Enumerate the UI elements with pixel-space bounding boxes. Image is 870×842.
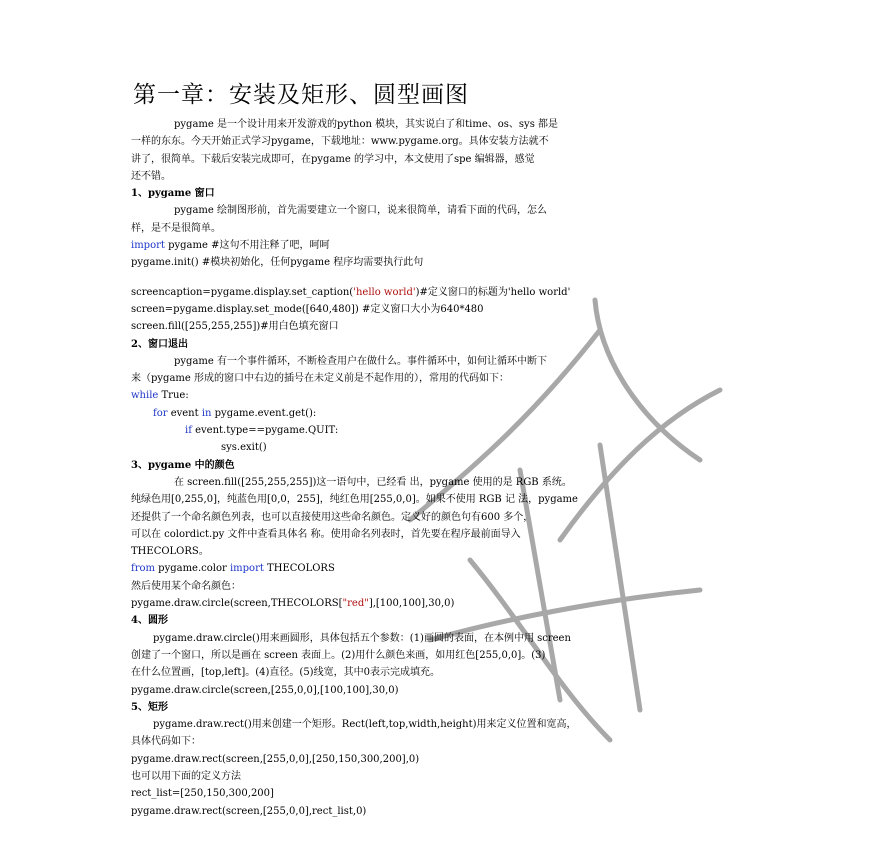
text-line: pygame.draw.circle()用来画圆形，具体包括五个参数：(1)画圆的表面，在本例中用 screen <box>153 632 571 644</box>
code-text: screencaption=pygame.display.set_caption( <box>131 286 354 298</box>
code-text: event.type==pygame.QUIT: <box>191 425 339 437</box>
text-line: 还不错。 <box>131 170 171 182</box>
text-line: pygame.draw.circle(screen,[255,0,0],[100,100],30,0) <box>131 684 399 696</box>
code-keyword: while <box>131 390 159 402</box>
text-line: 讲了，很简单。下载后安装完成即可，在pygame 的学习中，本文使用了spe 编辑器，感觉 <box>131 153 535 165</box>
text-line: screen=pygame.display.set_mode([640,480]) #定义窗口大小为640*480 <box>131 303 484 315</box>
text-line <box>131 237 743 254</box>
text-line <box>131 422 743 439</box>
code-text: pygame.draw.circle(screen,THECOLORS[ <box>131 598 343 610</box>
section-heading: 2、窗口退出 <box>131 338 188 350</box>
text-line: THECOLORS。 <box>131 546 209 558</box>
text-line: pygame 有一个事件循环，不断检查用户在做什么。事件循环中，如何让循环中断下 <box>174 355 547 367</box>
text-line: 具体代码如下： <box>131 736 201 748</box>
text-lines <box>131 116 743 820</box>
text-line: pygame 绘制图形前，首先需要建立一个窗口，说来很简单，请看下面的代码，怎么 <box>174 205 547 217</box>
text-line: 样，是不是很简单。 <box>131 222 221 234</box>
blank-line <box>131 272 743 284</box>
text-line: pygame.init() #模块初始化，任何pygame 程序均需要执行此句 <box>131 257 424 269</box>
text-line: 可以在 colordict.py 文件中查看具体名 称。使用命名列表时，首先要在程序最前面导入 <box>131 528 521 540</box>
section-heading: 1、pygame 窗口 <box>131 188 215 200</box>
text-line: 纯绿色用[0,255,0]，纯蓝色用[0,0，255]，纯红色用[255,0,0]。如果不使用 RGB 记 法，pygame <box>131 494 578 506</box>
section-heading: 5、矩形 <box>131 701 168 713</box>
code-text: )#定义窗口的标题为'hello world' <box>415 286 571 298</box>
text-line: 还提供了一个命名颜色列表，也可以直接使用这些命名颜色。定义好的颜色句有600 多个， <box>131 511 534 523</box>
code-keyword: import <box>131 240 165 252</box>
text-line: pygame.draw.rect()用来创建一个矩形。Rect(left,top,width,height)用来定义位置和宽高， <box>153 719 577 731</box>
text-line <box>131 387 743 404</box>
code-text: ],[100,100],30,0) <box>368 598 455 610</box>
code-keyword: in <box>201 407 212 419</box>
text-line: pygame 是一个设计用来开发游戏的python 模块，其实说白了和time、os、sys 都是 <box>174 119 559 130</box>
code-text: pygame.event.get(): <box>211 407 317 419</box>
code-text: pygame.color <box>154 563 230 575</box>
code-text: event <box>167 407 202 419</box>
code-keyword: import <box>229 563 264 575</box>
code-keyword: if <box>185 425 192 437</box>
text-line: 在 screen.fill([255,255,255])这一语句中，已经看 出，pygame 使用的是 RGB 系统。 <box>174 476 572 488</box>
code-keyword: from <box>131 563 155 575</box>
text-line: pygame.draw.rect(screen,[255,0,0],[250,150,300,200],0) <box>131 753 420 765</box>
text-line: 创建了一个窗口，所以是画在 screen 表面上。(2)用什么颜色来画，如用红色[255,0,0]。(3) <box>131 649 546 661</box>
code-text: THECOLORS <box>263 563 335 575</box>
text-line: 一样的东东。今天开始正式学习pygame，下载地址：www.pygame.org。具体安装方法就不 <box>131 136 549 148</box>
text-line: pygame.draw.rect(screen,[255,0,0],rect_list,0) <box>131 805 367 817</box>
text-line <box>131 284 743 301</box>
text-line: screen.fill([255,255,255])#用白色填充窗口 <box>131 321 339 333</box>
document-title: 第一章：安装及矩形、圆型画图 <box>133 82 469 108</box>
text-line: 然后使用某个命名颜色： <box>131 580 241 592</box>
code-text: pygame #这句不用注释了吧，呵呵 <box>164 240 330 252</box>
section-heading: 3、pygame 中的颜色 <box>131 459 235 471</box>
text-line <box>131 595 743 612</box>
text-line <box>131 560 743 577</box>
text-line: 也可以用下面的定义方法 <box>131 770 241 782</box>
document-body <box>131 80 743 820</box>
text-line: sys.exit() <box>221 442 267 454</box>
text-line: 来（pygame 形成的窗口中右边的插号在未定义前是不起作用的），常用的代码如下： <box>131 373 509 385</box>
text-line: 在什么位置画，[top,left]。(4)直径。(5)线宽，其中0表示完成填充。 <box>131 667 440 679</box>
code-string: "red" <box>342 598 369 610</box>
text-line: rect_list=[250,150,300,200] <box>131 788 274 800</box>
code-keyword: for <box>153 407 168 419</box>
code-text: True: <box>158 390 189 402</box>
code-string: 'hello world' <box>353 286 416 298</box>
text-line <box>131 405 743 422</box>
section-heading: 4、圆形 <box>131 615 168 627</box>
